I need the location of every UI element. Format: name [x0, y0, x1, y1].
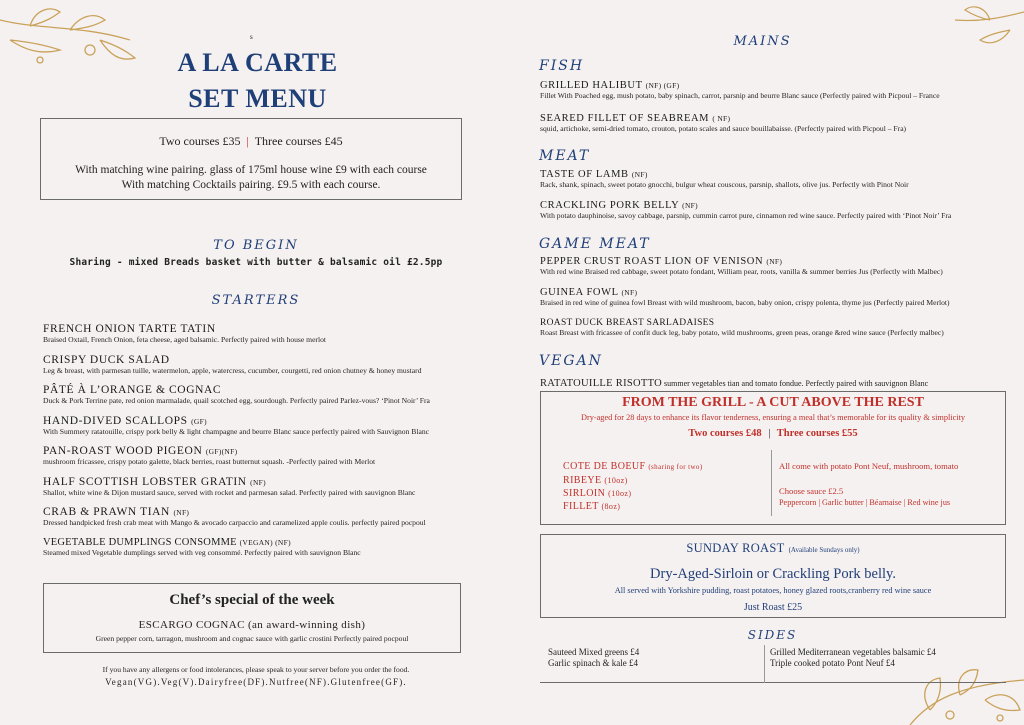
page-title-line1: A LA CARTE [177, 48, 338, 77]
top-mark: s [250, 33, 253, 41]
meat-item [540, 200, 1010, 231]
starter-item [43, 323, 483, 354]
fish-list [540, 80, 1010, 143]
starter-name: HAND-DIVED SCALLOPS (GF) [43, 414, 207, 427]
starter-name: PÂTÉ À L’ORANGE & COGNAC [43, 384, 222, 396]
meat-desc: Rack, shank, spinach, sweet potato gnocchi, bulgur wheat couscous, parsnip, shallots, olive jus. Perfectly with Pinot Noir [540, 180, 909, 189]
starter-item [43, 415, 483, 446]
fish-item [540, 113, 1010, 143]
grill-box [540, 391, 1006, 525]
game-desc: Braised in red wine of guinea fowl Breast with wild mushroom, bacon, baby onion, crispy polenta, thyme jus (Perfectly paired Merlot) [540, 298, 950, 307]
grill-separator: | [768, 428, 771, 439]
starter-name: CRAB & PRAWN TIAN (NF) [43, 506, 190, 518]
starter-desc: With Summery ratatouille, crispy pork belly & light champagne and beurre Blanc sauce perfectly paired with Sauvignon Blanc [43, 426, 430, 436]
to-begin-heading: TO BEGIN [213, 238, 299, 253]
page-title-line2: SET MENU [188, 84, 327, 113]
sides-left-column [548, 647, 639, 669]
two-courses-price: Two courses £35 [159, 134, 241, 148]
sides-table [540, 645, 1006, 683]
mains-heading: MAINS [733, 34, 792, 49]
starter-desc: mushroom fricassee, crispy potato galette, black berries, roast butternut squash. -Perfectly paired with Merlot [43, 457, 376, 466]
vegan-desc: summer vegetables tian and tomato fondue. Perfectly paired with sauvignon Blanc [662, 379, 929, 388]
game-name: ROAST DUCK BREAST SARLADAISES [540, 318, 715, 328]
game-item [540, 287, 1010, 318]
grill-cuts-list [563, 460, 703, 513]
side-item: Triple cooked potato Pont Neuf £4 [770, 658, 895, 668]
sides-divider [764, 645, 765, 683]
vegan-item [540, 373, 928, 391]
fish-heading: FISH [539, 58, 585, 74]
starter-name: VEGETABLE DUMPLINGS CONSOMME (VEGAN) (NF) [43, 536, 291, 548]
starter-desc: Shallot, white wine & Dijon mustard sauce, served with rocket and parmesan salad. Perfectly paired with sauvignon Blanc [43, 487, 416, 497]
starter-name: HALF SCOTTISH LOBSTER GRATIN (NF) [43, 475, 266, 488]
starters-list [43, 323, 483, 561]
chef-special-heading: Chef’s special of the week [169, 592, 335, 608]
sides-right-column [770, 647, 936, 669]
three-courses-price: Three courses £45 [254, 134, 343, 148]
game-item [540, 256, 1010, 287]
grill-cut: COTE DE BOEUF (sharing for two) [563, 461, 703, 472]
meat-desc: With potato dauphinoise, savoy cabbage, parsnip, cummin carrot pure, cinnamon red wine sauce. Perfectly paired with ‘Pinot Noir’ Fra [540, 211, 952, 220]
grill-heading: FROM THE GRILL - A CUT ABOVE THE REST [622, 395, 924, 410]
bread-basket-text: Sharing - mixed Breads basket with butter & balsamic oil £2.5pp [69, 257, 443, 268]
sauce-label: Choose sauce £2.5 [779, 486, 844, 496]
game-desc: Roast Breast with fricassee of confit duck leg, baby potato, wild mushrooms, green peas, orange &red wine sauce (Perfectly malbec) [540, 328, 944, 337]
pricing-separator: | [246, 134, 249, 148]
grill-three-courses: Three courses £55 [776, 428, 858, 439]
starter-item [43, 384, 483, 415]
starter-desc: Duck & Pork Terrine pate, red onion marmalade, quail scotched egg, sourdough. Perfectly paired Parlez-vous? ‘Pinot Noir’ Fra [43, 396, 430, 405]
chef-special-desc: Green pepper corn, tarragon, mushroom and cognac sauce with garlic crostini Perfectly paired pocpoul [95, 634, 409, 643]
starter-item [43, 354, 483, 385]
starter-name: PAN-ROAST WOOD PIGEON (GF)(NF) [43, 445, 238, 457]
diet-legend: Vegan(VG).Veg(V).Dairyfree(DF).Nutfree(NF).Glutenfree(GF). [105, 677, 407, 687]
grill-divider [771, 450, 772, 516]
starter-desc: Steamed mixed Vegetable dumplings served with veg consommé. Perfectly paired with sauvignon Blanc [43, 547, 361, 557]
game-name: PEPPER CRUST ROAST LION OF VENISON (NF) [540, 256, 783, 267]
meat-list [540, 169, 1010, 231]
vegan-heading: VEGAN [539, 353, 603, 369]
starter-item [43, 476, 483, 507]
grill-sides-note: All come with potato Pont Neuf, mushroom, tomato [779, 461, 959, 471]
game-desc: With red wine Braised red cabbage, sweet potato fondant, William pear, roots, vanilla & summer berries Jus (Perfectly with Malbec) [540, 267, 943, 276]
sauce-options: Peppercorn | Garlic butter | Béarnaise | Red wine jus [779, 498, 951, 507]
fish-name: SEARED FILLET OF SEABREAM ( NF) [540, 113, 731, 124]
sunday-roast-served: All served with Yorkshire pudding, roast potatoes, honey glazed roots,cranberry red wine sauce [614, 586, 932, 595]
starter-item [43, 445, 483, 476]
side-item: Grilled Mediterranean vegetables balsamic £4 [770, 647, 936, 657]
fish-desc: Fillet With Poached egg, mush potato, baby spinach, carrot, parsnip and beurre Blanc sauce (Perfectly paired with Picpoul – France [540, 91, 940, 100]
sunday-roast-main: Dry-Aged-Sirloin or Crackling Pork belly. [650, 566, 896, 582]
game-list [540, 256, 1010, 349]
cocktail-pairing-text: With matching Cocktails pairing. £9.5 with each course. [121, 179, 381, 191]
sunday-roast-box [540, 534, 1006, 618]
starters-heading: STARTERS [211, 293, 301, 308]
fish-item [540, 80, 1010, 113]
just-roast-price: Just Roast £25 [743, 602, 803, 613]
side-item: Garlic spinach & kale £4 [548, 658, 638, 668]
meat-name: CRACKLING PORK BELLY (NF) [540, 200, 698, 211]
pricing-box [40, 118, 462, 200]
meat-item [540, 169, 1010, 200]
wine-pairing-text: With matching wine pairing. glass of 175ml house wine £9 with each course [75, 164, 427, 176]
starter-desc: Braised Oxtail, French Onion, feta cheese, aged balsamic. Perfectly paired with house merlot [43, 335, 326, 344]
grill-subheading: Dry-aged for 28 days to enhance its flavor tenderness, ensuring a meal that’s memorable for its quality & simplicity [580, 413, 966, 422]
starter-name: CRISPY DUCK SALAD [43, 353, 170, 366]
starter-name: FRENCH ONION TARTE TATIN [43, 323, 216, 335]
sides-heading: SIDES [747, 628, 798, 642]
fish-desc: squid, artichoke, semi-dried tomato, crouton, potato scales and sauce bouillabaisse. (Perfectly paired with Picpoul – Fra) [540, 124, 907, 133]
fish-name: GRILLED HALIBUT (NF) (GF) [540, 80, 680, 91]
meat-name: TASTE OF LAMB (NF) [540, 169, 648, 180]
floral-corner-top-right-icon [940, 0, 1024, 60]
chef-special-name: ESCARGO COGNAC (an award-winning dish) [138, 619, 366, 631]
course-pricing [41, 134, 461, 149]
starter-item [43, 506, 483, 537]
game-item [540, 318, 1010, 349]
game-meat-heading: GAME MEAT [539, 236, 651, 252]
side-item: Sauteed Mixed greens £4 [548, 647, 640, 657]
grill-cut: SIRLOIN (10oz) [563, 488, 632, 499]
starter-desc: Leg & breast, with parmesan tuille, watermelon, apple, watercress, cucumber, courgetti, red onion chutney & honey mustard [43, 365, 422, 375]
meat-heading: MEAT [539, 148, 591, 164]
starter-item [43, 537, 483, 561]
grill-pricing [541, 428, 1005, 439]
grill-two-courses: Two courses £48 [688, 428, 762, 439]
allergy-note: If you have any allergens or food intolerances, please speak to your server before you order the food. [102, 665, 410, 674]
game-name: GUINEA FOWL (NF) [540, 287, 638, 298]
grill-cut: RIBEYE (10oz) [563, 475, 628, 486]
sunday-roast-heading: SUNDAY ROAST (Available Sundays only) [686, 541, 860, 555]
grill-cut: FILLET (8oz) [563, 501, 621, 512]
vegan-name: RATATOUILLE RISOTTO [540, 378, 663, 389]
starter-desc: Dressed handpicked fresh crab meat with Mango & avocado carpaccio and caramelized apple coulis. perfectly paired pocpoul [43, 518, 426, 527]
chef-special-box [43, 583, 461, 653]
